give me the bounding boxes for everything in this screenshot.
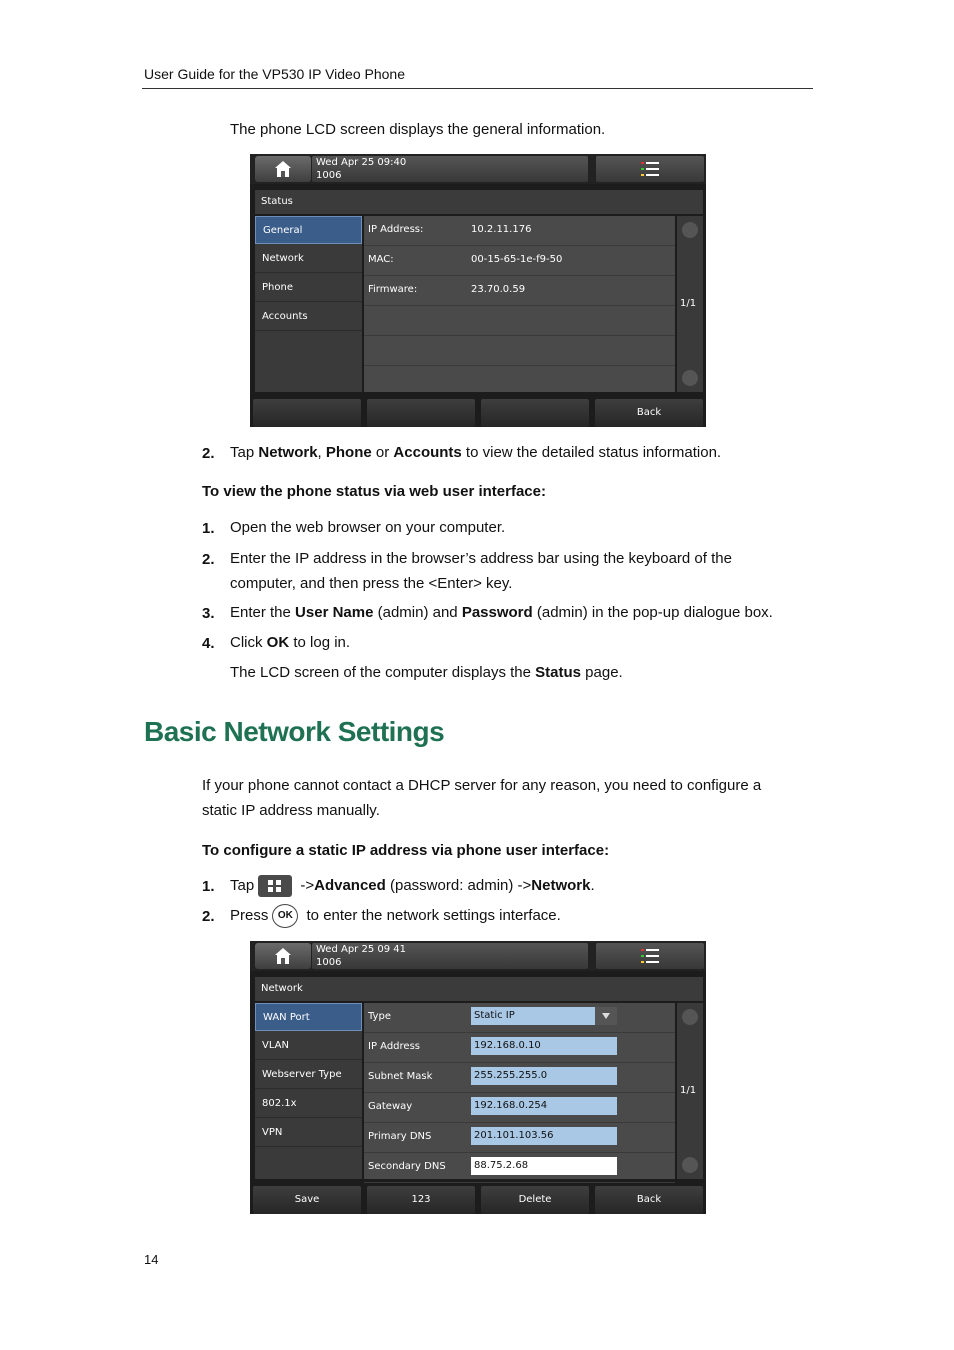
scroll-bar[interactable] (677, 216, 703, 392)
term-ok: OK (266, 634, 290, 651)
save-button[interactable]: Save (253, 1186, 361, 1214)
phone-screen-network (250, 941, 706, 1214)
step-note (230, 660, 623, 685)
term-user-name: User Name (295, 604, 374, 621)
back-button[interactable]: Back (595, 1186, 703, 1214)
text-span: (admin) in the pop-up dialogue box. (532, 604, 773, 621)
step-number: 2. (202, 551, 215, 568)
menu-button[interactable] (596, 156, 704, 182)
step-number: 1. (202, 520, 215, 537)
phone-top-bar (250, 941, 706, 971)
ok-key-icon: OK (272, 904, 298, 928)
status-sidebar (255, 216, 362, 392)
step-number: 4. (202, 635, 215, 652)
primary-dns-input[interactable]: 201.101.103.56 (471, 1127, 617, 1145)
phone-extension: 1006 (316, 957, 342, 968)
term-advanced: Advanced (314, 877, 386, 894)
scroll-bar[interactable] (677, 1003, 703, 1179)
step-text: Open the web browser on your computer. (230, 519, 506, 536)
text-span: page. (581, 664, 623, 681)
step-number: 1. (202, 878, 215, 895)
home-button[interactable] (255, 156, 311, 182)
step-text: Enter the IP address in the browser’s address bar using the keyboard of the (230, 550, 732, 567)
setting-row (364, 1003, 675, 1033)
home-icon (273, 946, 293, 966)
section-title: Basic Network Settings (144, 716, 445, 747)
softkey-1[interactable] (253, 399, 361, 427)
sidebar-item-vpn[interactable]: VPN (255, 1119, 362, 1147)
procedure-title: To configure a static IP address via phone user interface: (202, 842, 610, 859)
term-network: Network (258, 444, 318, 461)
step-text (230, 873, 595, 898)
phone-status-info (312, 156, 588, 182)
menu-button[interactable] (596, 943, 704, 969)
status-row-empty (364, 336, 675, 366)
sidebar-item-accounts[interactable]: Accounts (255, 303, 362, 331)
row-label: Type (368, 1011, 391, 1022)
row-value: 00-15-65-1e-f9-50 (471, 254, 563, 265)
status-row (364, 216, 675, 246)
scroll-down-icon[interactable] (682, 370, 698, 386)
text-span: Tap (230, 444, 259, 461)
row-label: Primary DNS (368, 1131, 432, 1142)
step-number: 3. (202, 605, 215, 622)
phone-screen-status (250, 154, 706, 427)
row-value: 23.70.0.59 (471, 284, 526, 295)
text-span: Click (230, 634, 267, 651)
phone-extension: 1006 (316, 170, 342, 181)
step-text (230, 903, 561, 928)
input-mode-button[interactable]: 123 (367, 1186, 475, 1214)
sidebar-item-network[interactable]: Network (255, 245, 362, 273)
setting-row (364, 1123, 675, 1153)
home-icon (273, 159, 293, 179)
sidebar-item-webserver-type[interactable]: Webserver Type (255, 1061, 362, 1089)
list-menu-icon (641, 948, 659, 964)
status-row-empty (364, 306, 675, 336)
row-label: Firmware: (368, 284, 418, 295)
step-number: 2. (202, 445, 215, 462)
status-details (364, 216, 675, 392)
phone-date: Wed Apr 25 09:40 (316, 157, 407, 168)
term-accounts: Accounts (393, 444, 462, 461)
chevron-down-icon[interactable] (595, 1007, 617, 1025)
scroll-down-icon[interactable] (682, 1157, 698, 1173)
sidebar-item-general[interactable]: General (255, 216, 362, 244)
type-select[interactable] (471, 1007, 617, 1025)
select-value: Static IP (474, 1010, 515, 1021)
delete-button[interactable]: Delete (481, 1186, 589, 1214)
ip-address-input[interactable]: 192.168.0.10 (471, 1037, 617, 1055)
term-password: Password (461, 604, 533, 621)
term-status: Status (535, 664, 581, 681)
softkey-back[interactable]: Back (595, 399, 703, 427)
procedure-title: To view the phone status via web user interface: (202, 483, 546, 500)
screen-title: Status (255, 190, 703, 214)
step-text (230, 600, 773, 625)
row-label: IP Address: (368, 224, 424, 235)
text-span: -> (296, 877, 315, 894)
text-span: , (317, 444, 326, 461)
setting-row (364, 1033, 675, 1063)
section-intro-line: static IP address manually. (202, 802, 380, 819)
row-label: Gateway (368, 1101, 413, 1112)
row-label: Secondary DNS (368, 1161, 446, 1172)
row-label: Subnet Mask (368, 1071, 433, 1082)
section-intro-line: If your phone cannot contact a DHCP server for any reason, you need to configure a (202, 777, 762, 794)
softkey-2[interactable] (367, 399, 475, 427)
phone-status-info (312, 943, 588, 969)
term-network: Network (531, 877, 591, 894)
step-text (230, 440, 721, 465)
screen-title: Network (255, 977, 703, 1001)
menu-icon (258, 875, 292, 897)
home-button[interactable] (255, 943, 311, 969)
network-settings (364, 1003, 675, 1179)
status-row (364, 246, 675, 276)
row-label: MAC: (368, 254, 394, 265)
row-label: IP Address (368, 1041, 420, 1052)
setting-row (364, 1153, 675, 1183)
text-span: . (590, 877, 595, 894)
intro-text: The phone LCD screen displays the general information. (230, 121, 606, 138)
text-span: or (371, 444, 394, 461)
page-indicator: 1/1 (680, 298, 697, 309)
text-span: The LCD screen of the computer displays the (230, 664, 536, 681)
sidebar-item-wan-port[interactable]: WAN Port (255, 1003, 362, 1031)
phone-date: Wed Apr 25 09 41 (316, 944, 406, 955)
scroll-up-icon[interactable] (682, 222, 698, 238)
term-phone: Phone (325, 444, 372, 461)
running-header: User Guide for the VP530 IP Video Phone (144, 66, 405, 82)
list-menu-icon (641, 161, 659, 177)
step-number: 2. (202, 908, 215, 925)
sidebar-item-vlan[interactable]: VLAN (255, 1032, 362, 1060)
text-span: to enter the network settings interface. (302, 907, 561, 924)
subnet-mask-input[interactable]: 255.255.255.0 (471, 1067, 617, 1085)
step-text: computer, and then press the <Enter> key. (230, 575, 513, 592)
secondary-dns-input[interactable]: 88.75.2.68 (471, 1157, 617, 1175)
gateway-input[interactable]: 192.168.0.254 (471, 1097, 617, 1115)
text-span: Enter the (230, 604, 296, 621)
setting-row (364, 1063, 675, 1093)
text-span: to log in. (289, 634, 351, 651)
network-sidebar (255, 1003, 362, 1179)
page-number: 14 (144, 1252, 159, 1267)
text-span: to view the detailed status information. (461, 444, 722, 461)
text-span: Press (230, 907, 269, 924)
sidebar-item-phone[interactable]: Phone (255, 274, 362, 302)
text-span: (admin) and (373, 604, 462, 621)
step-text (230, 630, 350, 655)
text-span: Tap (230, 877, 255, 894)
softkey-3[interactable] (481, 399, 589, 427)
phone-top-bar (250, 154, 706, 184)
row-value: 10.2.11.176 (471, 224, 532, 235)
page-indicator: 1/1 (680, 1085, 697, 1096)
status-row (364, 276, 675, 306)
scroll-up-icon[interactable] (682, 1009, 698, 1025)
setting-row (364, 1093, 675, 1123)
sidebar-item-8021x[interactable]: 802.1x (255, 1090, 362, 1118)
text-span: (password: admin) -> (385, 877, 532, 894)
header-rule (142, 88, 813, 89)
